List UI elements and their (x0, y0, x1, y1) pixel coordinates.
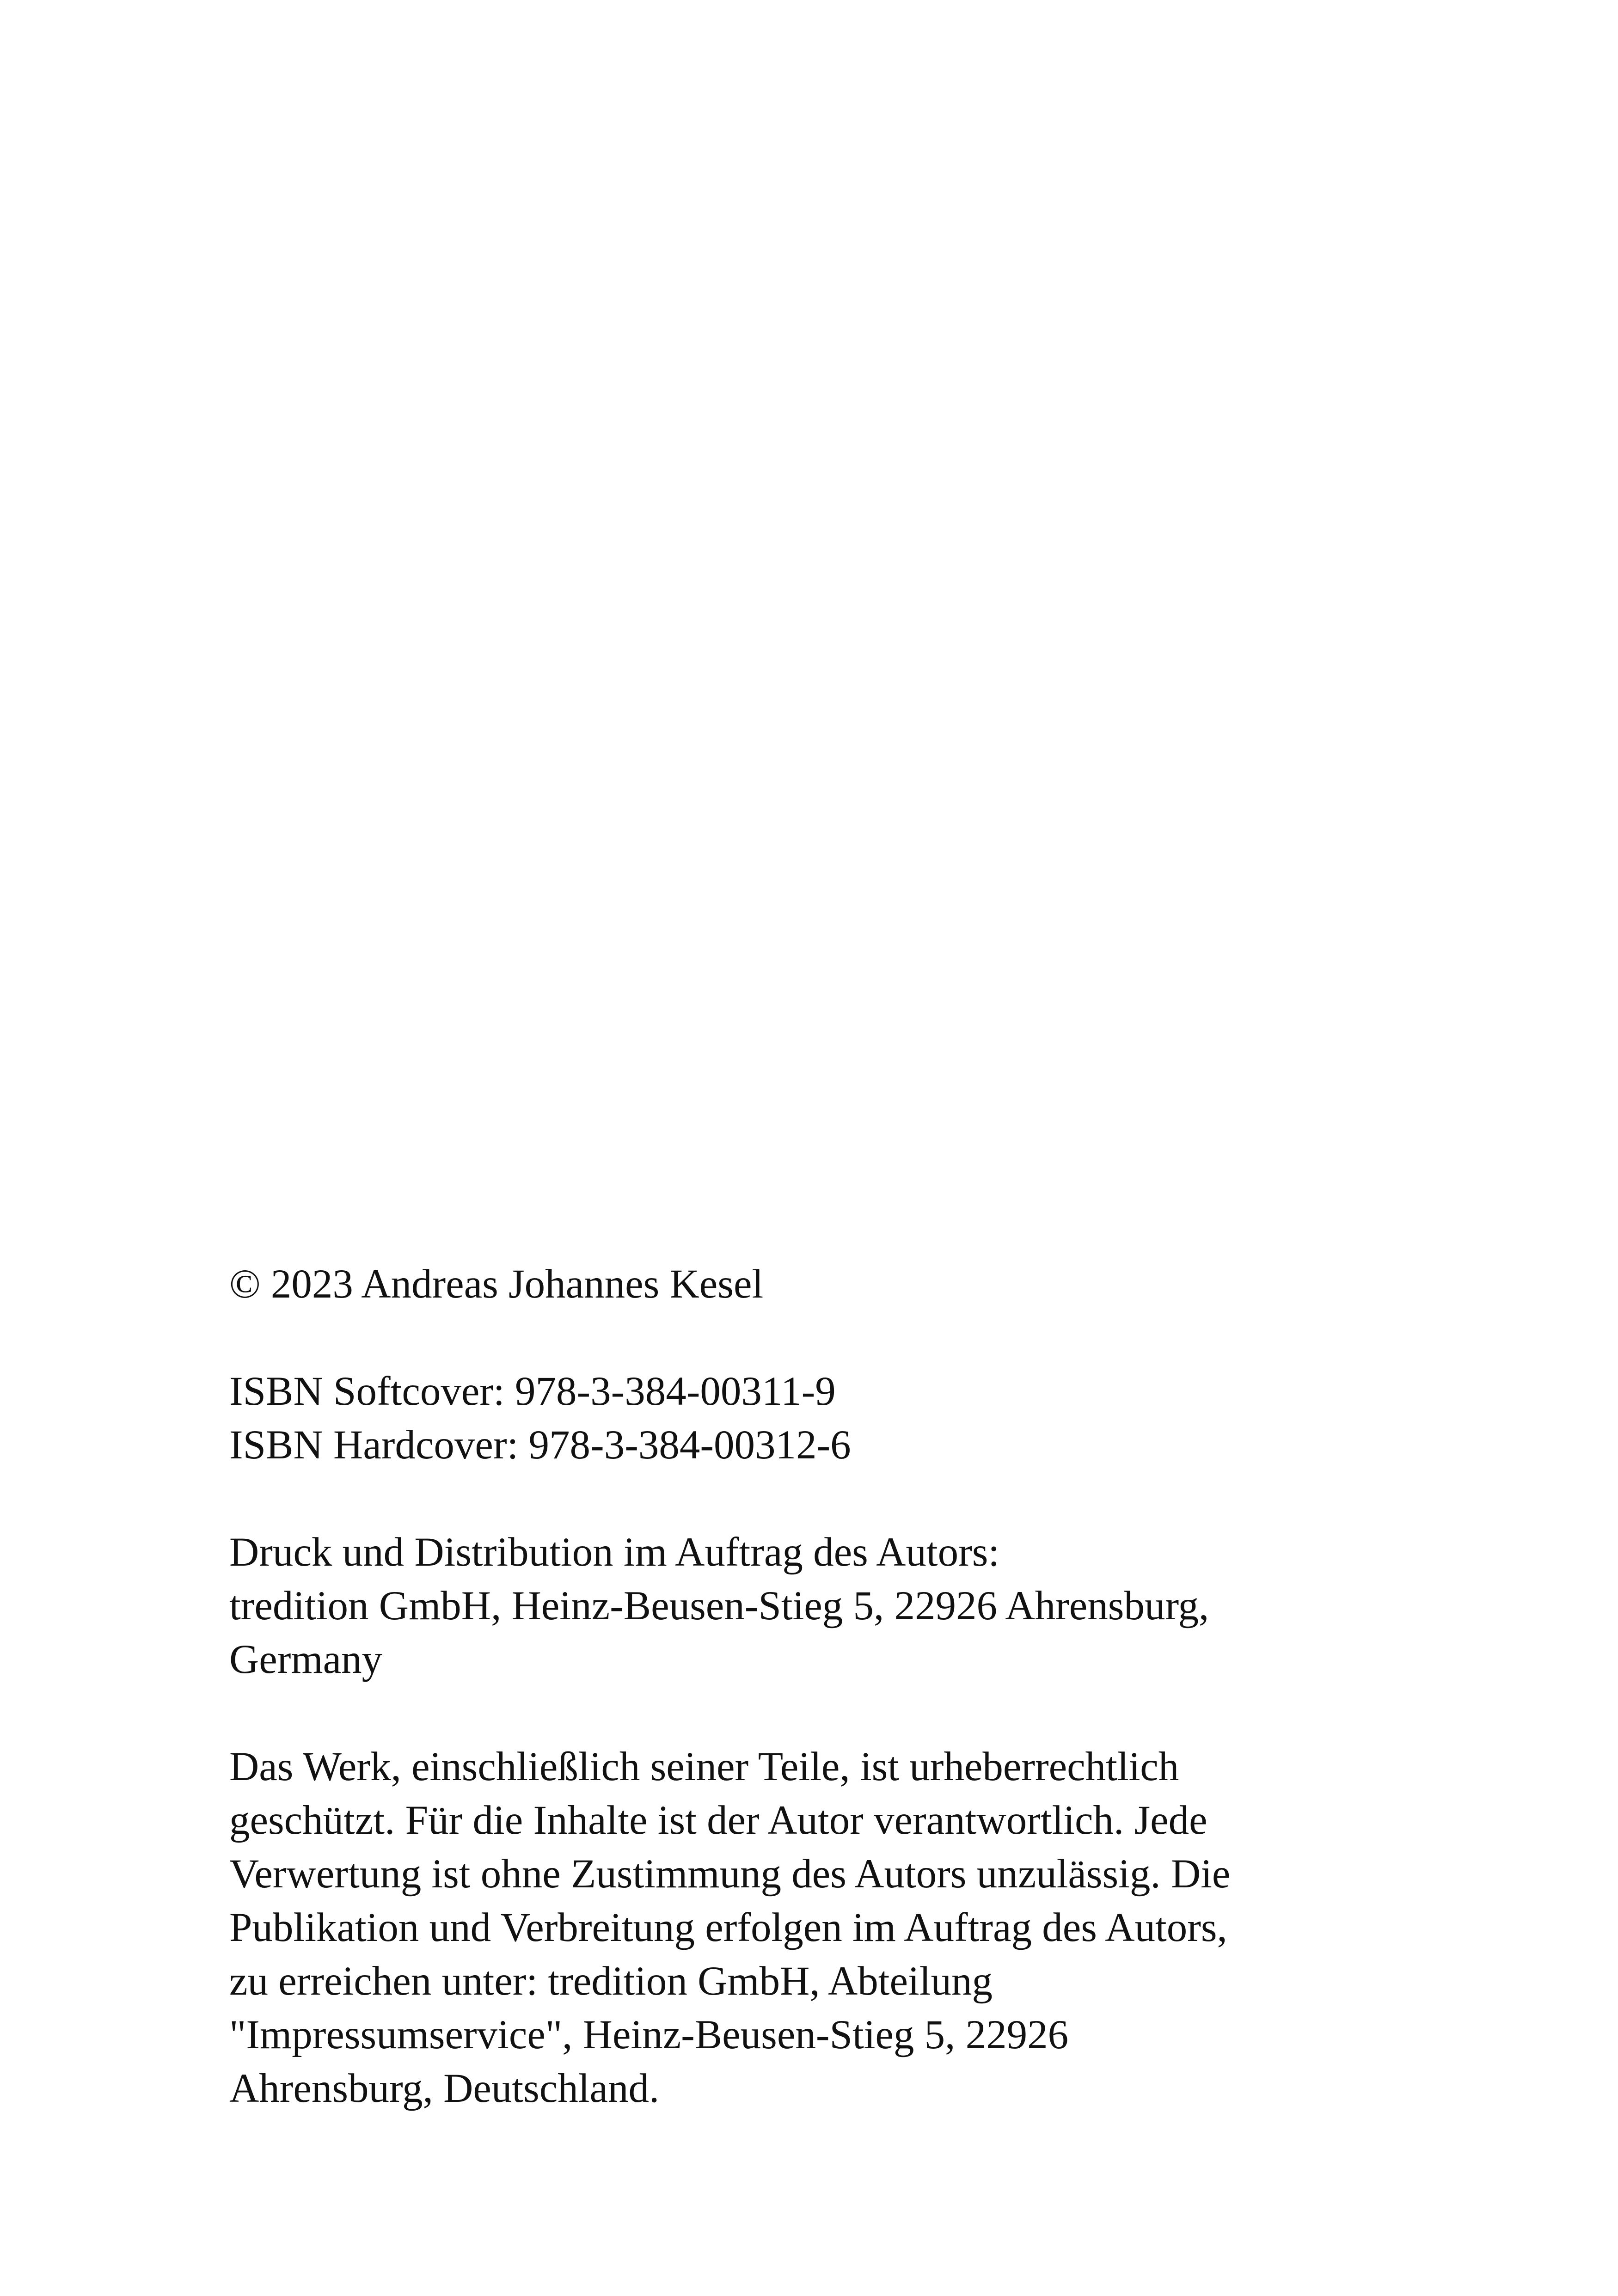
isbn-softcover: ISBN Softcover: 978-3-384-00311-9 (229, 1369, 836, 1414)
printing-line: Druck und Distribution im Auftrag des Autors: (229, 1530, 1000, 1575)
legal-line: Das Werk, einschließlich seiner Teile, ist urheberrechtlich (229, 1744, 1179, 1789)
isbn-block (229, 1365, 1477, 1472)
legal-line: Verwertung ist ohne Zustimmung des Autors unzulässig. Die (229, 1851, 1231, 1897)
legal-line: geschützt. Für die Inhalte ist der Autor verantwortlich. Jede (229, 1798, 1207, 1843)
copyright-block (229, 1257, 1477, 1311)
legal-line: Publikation und Verbreitung erfolgen im Auftrag des Autors, (229, 1905, 1227, 1950)
printing-line: Germany (229, 1637, 383, 1682)
legal-notice-block (229, 1740, 1477, 2115)
printing-line: tredition GmbH, Heinz-Beusen-Stieg 5, 22926 Ahrensburg, (229, 1583, 1209, 1629)
legal-line: "Impressumservice", Heinz-Beusen-Stieg 5, 22926 (229, 2012, 1069, 2057)
legal-line: zu erreichen unter: tredition GmbH, Abteilung (229, 1959, 993, 2004)
isbn-hardcover: ISBN Hardcover: 978-3-384-00312-6 (229, 1422, 851, 1468)
printing-block (229, 1525, 1477, 1686)
imprint-section (229, 1257, 1477, 2169)
copyright-line: © 2023 Andreas Johannes Kesel (229, 1261, 764, 1307)
legal-line: Ahrensburg, Deutschland. (229, 2066, 660, 2111)
